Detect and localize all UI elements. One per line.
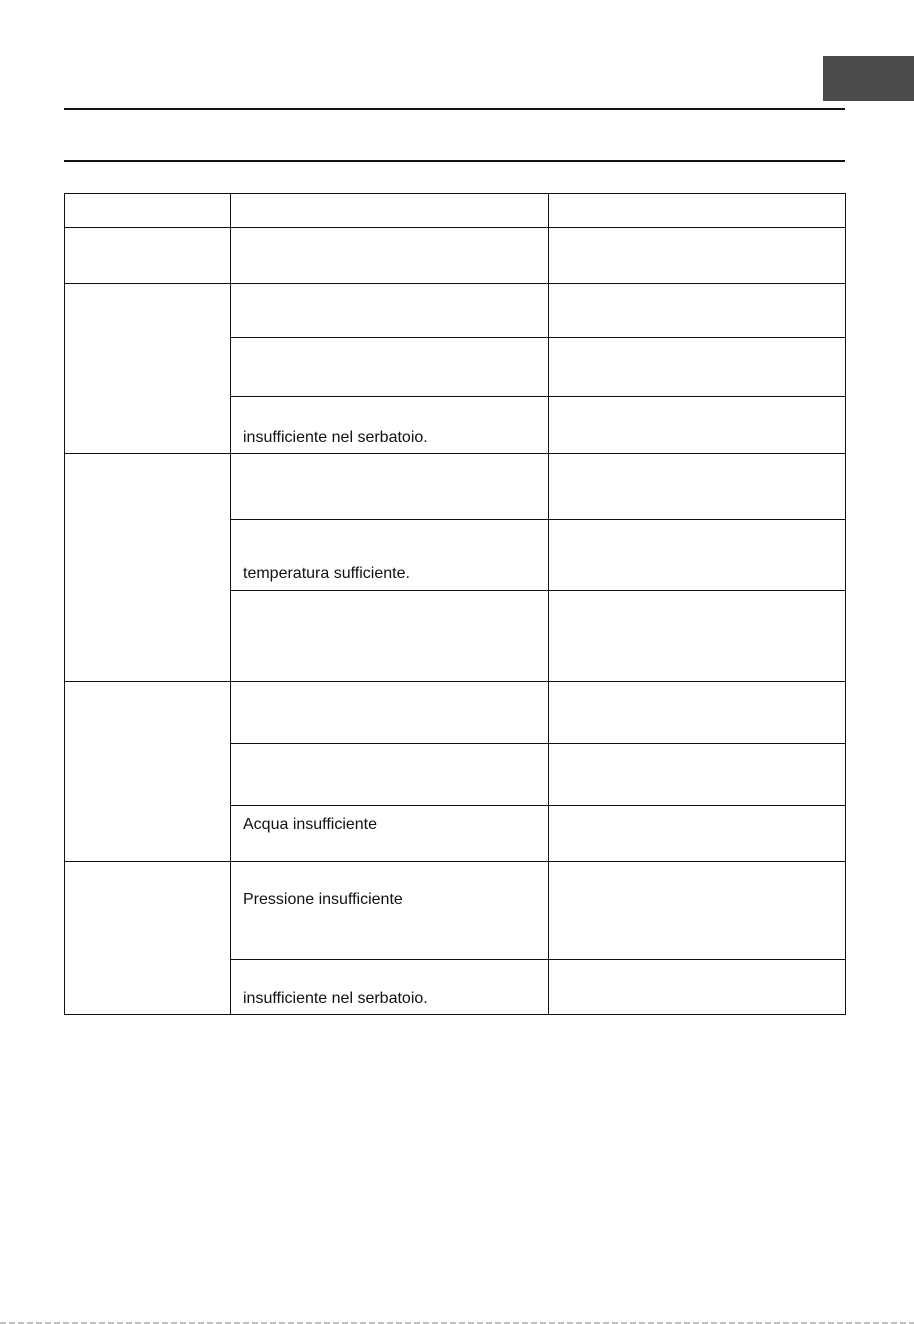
table-cell-cause	[230, 590, 549, 682]
table-cell-solution	[548, 227, 846, 284]
table-cell-solution	[548, 283, 846, 338]
table-cell-cause	[230, 396, 549, 454]
table-cell-cause	[230, 453, 549, 520]
table-cell-cause	[230, 681, 549, 744]
header-rule-top	[64, 108, 845, 110]
table-cell-cause	[230, 959, 549, 1015]
table-cell-solution	[548, 396, 846, 454]
header-rule-bottom	[64, 160, 845, 162]
table-cell-solution	[548, 519, 846, 591]
table-cell-cause	[230, 805, 549, 862]
table-row-problem	[64, 453, 231, 682]
table-cell-solution	[548, 861, 846, 960]
table-cell-cause	[230, 743, 549, 806]
table-cell-solution	[548, 681, 846, 744]
table-cell-solution	[548, 453, 846, 520]
table-cell-cause	[230, 337, 549, 397]
table-cell-solution	[548, 337, 846, 397]
table-row-problem	[64, 681, 231, 862]
table-cell-cause	[230, 519, 549, 591]
table-header-problem	[64, 193, 231, 228]
table-cell-solution	[548, 959, 846, 1015]
table-header-cause	[230, 193, 549, 228]
cause-text: temperatura sufficiente.	[243, 565, 410, 582]
table-row-problem	[64, 861, 231, 1015]
table-cell-cause	[230, 861, 549, 960]
cause-text: Pressione insufficiente	[243, 891, 403, 908]
table-row-problem	[64, 227, 231, 284]
cause-text: Acqua insufficiente	[243, 816, 378, 833]
table-cell-cause	[230, 227, 549, 284]
cause-text: insufficiente nel serbatoio.	[243, 429, 428, 446]
cause-text: insufficiente nel serbatoio.	[243, 990, 428, 1007]
table-row-problem	[64, 283, 231, 454]
table-cell-cause	[230, 283, 549, 338]
table-cell-solution	[548, 743, 846, 806]
table-header-solution	[548, 193, 846, 228]
table-cell-solution	[548, 805, 846, 862]
section-tab	[823, 56, 914, 101]
table-cell-solution	[548, 590, 846, 682]
